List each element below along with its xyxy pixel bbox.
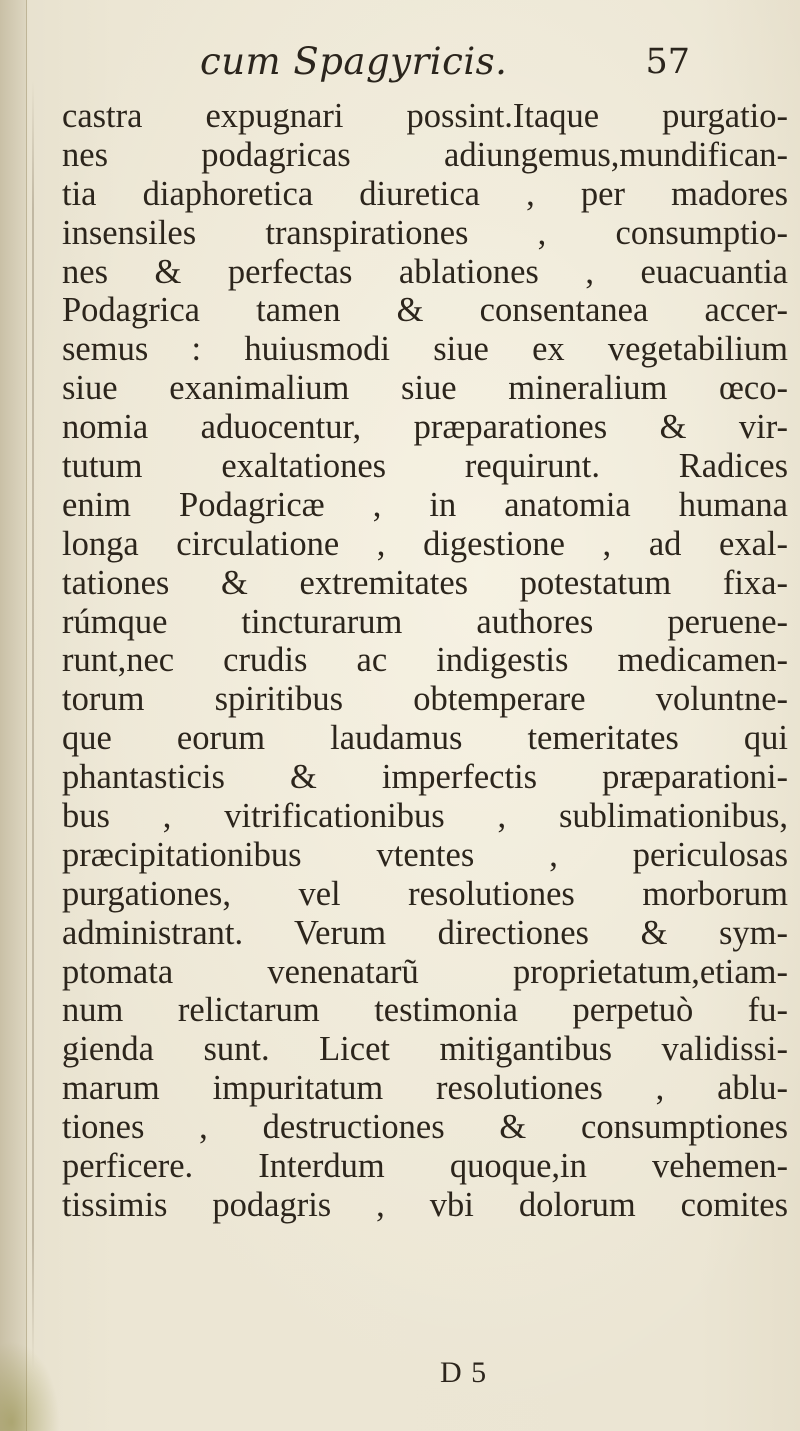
- text-line: phantasticis & imperfectis præparationi-: [62, 758, 788, 797]
- page-gutter: [0, 0, 27, 1431]
- page-number: 57: [645, 42, 690, 82]
- text-line: administrant. Verum directiones & sym-: [62, 913, 788, 952]
- text-line: semus : huiusmodi siue ex vegetabilium: [62, 330, 788, 369]
- gutter-shadow-line: [32, 80, 34, 1370]
- running-title: cum Spagyricis.: [200, 40, 508, 83]
- text-line: tationes & extremitates potestatum fixa-: [62, 563, 788, 602]
- body-text: [62, 97, 792, 1225]
- page-header: [190, 40, 690, 90]
- text-line: tia diaphoretica diuretica , per madores: [62, 174, 788, 213]
- text-line: tutum exaltationes requirunt. Radices: [62, 447, 788, 486]
- text-line: marum impuritatum resolutiones , ablu-: [62, 1069, 788, 1108]
- text-line: castra expugnari possint.Itaque purgatio-: [62, 97, 788, 135]
- paper-stain: [0, 1341, 60, 1431]
- text-line: ptomata venenatarũ proprietatum,etiam-: [62, 952, 788, 991]
- signature-mark: D 5: [440, 1356, 488, 1389]
- text-line: torum spiritibus obtemperare voluntne-: [62, 680, 788, 719]
- text-line: gienda sunt. Licet mitigantibus validissi-: [62, 1030, 788, 1069]
- text-line: nes & perfectas ablationes , euacuantia: [62, 252, 788, 291]
- text-line: purgationes, vel resolutiones morborum: [62, 874, 788, 913]
- text-line: num relictarum testimonia perpetuò fu-: [62, 991, 788, 1030]
- text-line: tissimis podagris , vbi dolorum comites: [62, 1185, 788, 1224]
- page-footer: [440, 1356, 600, 1396]
- text-line: siue exanimalium siue mineralium œco-: [62, 369, 788, 408]
- text-line: Podagrica tamen & consentanea accer-: [62, 291, 788, 330]
- text-line: enim Podagricæ , in anatomia humana: [62, 485, 788, 524]
- text-line: bus , vitrificationibus , sublimationibus,: [62, 797, 788, 836]
- text-line: longa circulatione , digestione , ad exal-: [62, 524, 788, 563]
- text-line: tiones , destructiones & consumptiones: [62, 1108, 788, 1147]
- text-line: nomia aduocentur, præparationes & vir-: [62, 408, 788, 447]
- text-line: que eorum laudamus temeritates qui: [62, 719, 788, 758]
- text-line: perficere. Interdum quoque,in vehemen-: [62, 1147, 788, 1186]
- text-line: præcipitationibus vtentes , periculosas: [62, 835, 788, 874]
- text-line: runt,nec crudis ac indigestis medicamen-: [62, 641, 788, 680]
- text-line: insensiles transpirationes , consumptio-: [62, 213, 788, 252]
- text-line: nes podagricas adiungemus,mundifican-: [62, 135, 788, 174]
- text-line: rúmque tincturarum authores peruene-: [62, 602, 788, 641]
